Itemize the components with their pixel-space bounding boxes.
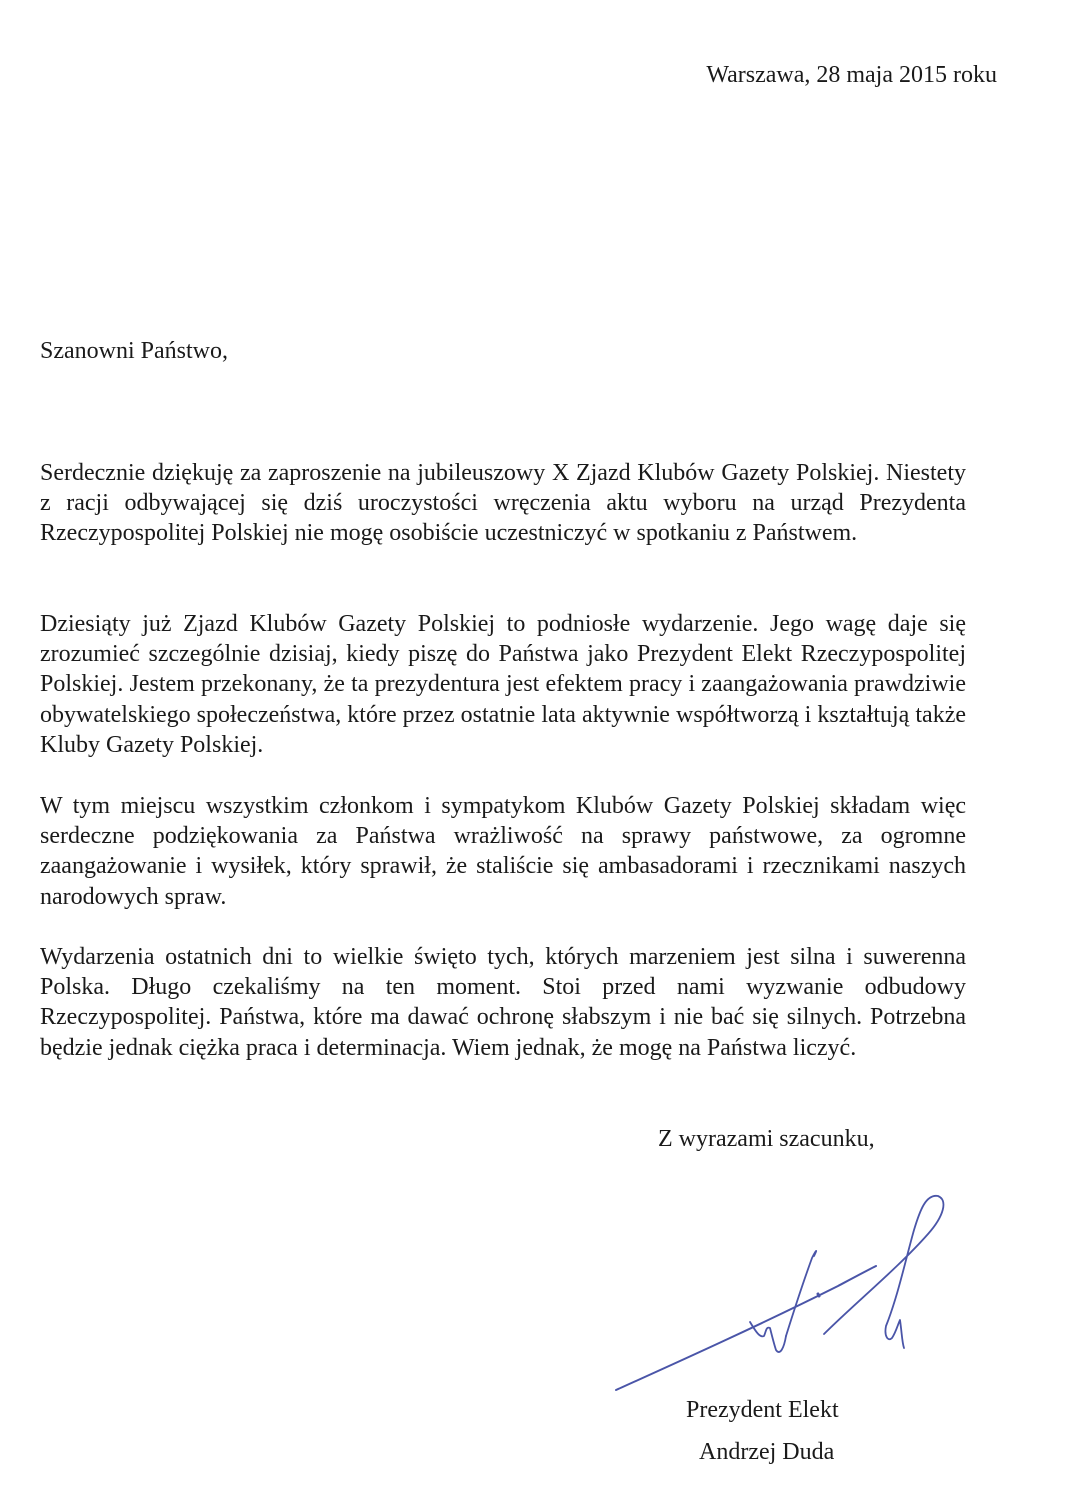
letter-body-paragraph-4 [40, 942, 966, 1063]
paragraph: Dziesiąty już Zjazd Klubów Gazety Polskiej to podniosłe wydarzenie. Jego wagę daje się zrozumieć szczególnie dzisiaj, kiedy piszę do Państwa jako Prezydent Elekt Rzeczypospolitej Polskiej. Jestem przekonany, że ta prezydentura jest efektem pracy i zaangażowania prawdziwie obywatelskiego społeczeństwa, które przez ostatnie lata aktywnie współtworzą i kształtują także Kluby Gazety Polskiej. [40, 611, 966, 758]
signatory-name: Andrzej Duda [699, 1439, 835, 1465]
letter-body-paragraph-1 [40, 458, 966, 549]
letter-date: Warszawa, 28 maja 2015 roku [706, 62, 997, 88]
paragraph: W tym miejscu wszystkim członkom i sympatykom Klubów Gazety Polskiej składam więc serdeczne podziękowania za Państwa wrażliwość na sprawy państwowe, za ogromne zaangażowanie i wysiłek, który sprawił, że staliście się ambasadorami i rzecznikami naszych narodowych spraw. [40, 793, 966, 910]
letter-body-paragraph-3 [40, 791, 966, 912]
signatory-title: Prezydent Elekt [686, 1397, 839, 1423]
paragraph: Wydarzenia ostatnich dni to wielkie święto tych, których marzeniem jest silna i suwerenna Polska. Długo czekaliśmy na ten moment. Stoi przed nami wyzwanie odbudowy Rzeczypospolitej. Państwa, które ma dawać ochronę słabszym i nie bać się silnych. Potrzebna będzie jednak ciężka praca i determinacja. Wiem jednak, że mogę na Państwa liczyć. [40, 944, 966, 1061]
handwritten-signature-icon [608, 1186, 958, 1396]
paragraph: Serdecznie dziękuję za zaproszenie na jubileuszowy X Zjazd Klubów Gazety Polskiej. Niestety z racji odbywającej się dziś uroczystości wręczenia aktu wyboru na urząd Prezydenta Rzeczypospolitej Polskiej nie mogę osobiście uczestniczyć w spotkaniu z Państwem. [40, 460, 966, 547]
salutation: Szanowni Państwo, [40, 338, 228, 364]
letter-body-paragraph-2 [40, 609, 966, 760]
closing-phrase: Z wyrazami szacunku, [658, 1126, 875, 1152]
